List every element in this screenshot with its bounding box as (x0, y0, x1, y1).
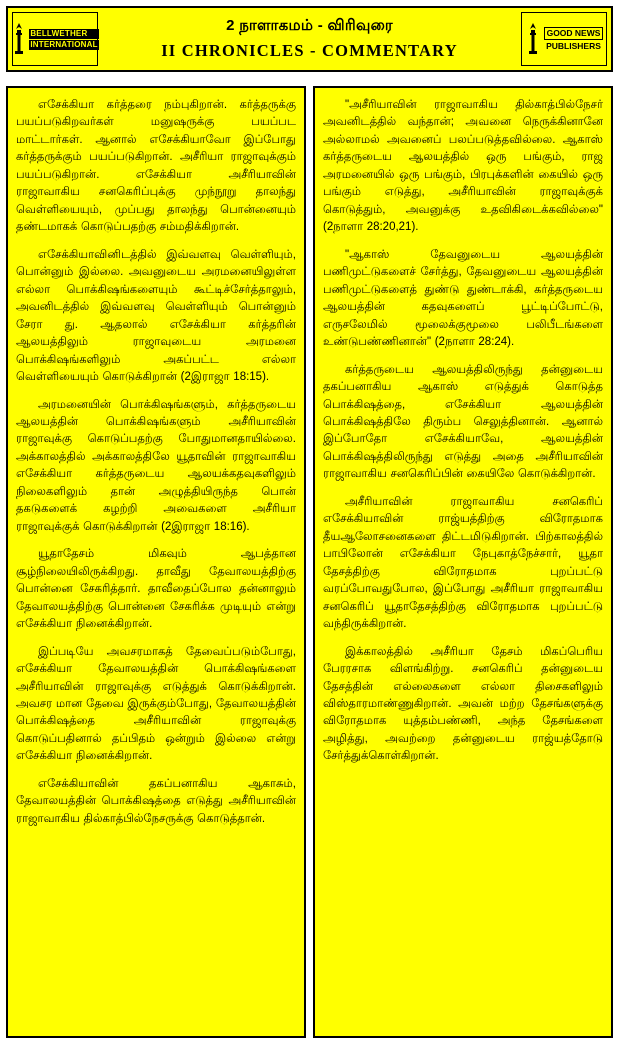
torch-icon (11, 22, 27, 56)
page-header (6, 6, 613, 72)
paragraph: கர்த்தருடைய ஆலயத்திலிருந்து தன்னுடைய தகப்பனாகிய ஆகாஸ் எடுத்துக் கொடுத்த பொக்கிஷத்தை, எசேக்கியா ஆலயத்தின் பொக்கிஷத்திலே திரும்ப செலுத்தினான். ஆனால் இப்போதோ எசேக்கியாவே, ஆலயத்தின் பொக்கிஷத்திலிருந்து எடுத்து அதை அசீரியாவின் ராஜாவாகிய சனகெரிப்பின் கையிலே கொடுக்கிறான். (323, 363, 603, 481)
bellwether-logo-line1: BELLWETHER (29, 29, 98, 39)
paragraph: இப்படியே அவசரமாகத் தேவைப்படும்போது, எசேக்கியா தேவாலயத்தின் பொக்கிஷங்களை அசீரியாவின் ராஜாவுக்கு எடுத்துக் கொடுக்கிறான். அவசர மான தேவை இருக்கும்போது, தேவாலயத்தின் பொக்கிஷத்தை அசீரியாவின் ராஜாவுக்கு கொடுப்பதினால் தப்பிதம் ஒன்றும் இல்லை என்று எசேக்கியா நினைக்கிறான். (16, 645, 296, 763)
paragraph: எசேக்கியாவின் தகப்பனாகிய ஆகாசும், தேவாலயத்தின் பொக்கிஷத்தை எடுத்து அசீரியாவின் ராஜாவாகிய தில்காத்பில்நேசருக்கு கொடுத்தான். (16, 777, 296, 825)
bellwether-logo-text (29, 29, 98, 50)
good-news-logo-line2: PUBLISHERS (546, 40, 601, 51)
paragraph: எசேக்கியா கர்த்தரை நம்புகிறான். கர்த்தருக்கு பயப்படுகிறவர்கள் மனுஷருக்கு பயப்பட மாட்டார்கள். ஆனால் எசேக்கியாவோ இப்போது கர்த்தருக்கும் பயப்படுகிறான். அசீரியா ராஜாவுக்கும் பயப்படுகிறான். எசேக்கியா அசீரியாவின் ராஜாவாகிய சனகெரிப்புக்கு முந்நூறு தாலந்து வெள்ளியையும், முப்பது தாலந்து பொன்னையும் தண்டமாகக் கொடுப்பதற்கு சம்மதிக்கிறான். (16, 99, 296, 234)
good-news-logo (521, 12, 607, 66)
page-title-english: II CHRONICLES - COMMENTARY (161, 41, 458, 60)
bellwether-logo-inner (13, 13, 97, 65)
paragraph: அசீரியாவின் ராஜாவாகிய சனகெரிப் எசேக்கியாவின் ராஜ்யத்திற்கு விரோதமாக தீயஆலோசனைகளை திட்டமிடுகிறான். பிற்காலத்தில் பாபிலோன் எசேக்கியா நேபுகாத்நேச்சார், யூதா தேசத்திற்கு விரோதமாக புறப்பட்டு வரப்போவதுபோல, இப்போது அசீரியா ராஜாவாகிய சனகெரிப் யூதாதேசத்திற்கு விரோதமாக புறப்பட்டு வந்திருக்கிறான். (323, 495, 603, 631)
paragraph: இக்காலத்தில் அசீரியா தேசம் மிகப்பெரிய பேரரசாக விளங்கிற்று. சனகெரிப் தன்னுடைய தேசத்தின் எல்லைகளை எல்லா திசைகளிலும் விஸ்தாரமாண்ணுகிறான். அவன் மற்ற தேசங்களுக்கு விரோதமாக யுத்தம்பண்ணி, அந்த தேசங்களை அழித்து, அவற்றை தன்னுடைய ராஜ்யத்தோடு சேர்த்துக்கொள்கிறான். (323, 645, 603, 763)
good-news-logo-line1: GOOD NEWS (544, 27, 604, 40)
paragraph: "அசீரியாவின் ராஜாவாகிய தில்காத்பில்நேசர் அவனிடத்தில் வந்தான்; அவனை நெருக்கினானே அல்லாமல் அவனைப் பலப்படுத்தவில்லை. ஆகாஸ் கர்த்தருடைய ஆலயத்தில் ஒரு பங்கும், ராஜ அரமனையில் ஒரு பங்கும், பிரபுக்களின் கையில் ஒரு பங்கும் எடுத்து, அசீரியாவின் ராஜாவுக்குக் கொடுத்தும், அவனுக்கு உதவிகிடைக்கவில்லை" (2நாளா 28:20,21). (323, 99, 603, 234)
page-title-tamil: 2 நாளாகமம் - விரிவுரை (226, 17, 393, 34)
good-news-logo-text (544, 27, 604, 51)
paragraph: "ஆகாஸ் தேவனுடைய ஆலயத்தின் பணிமுட்டுகளைச் சேர்த்து, தேவனுடைய ஆலயத்தின் பணிமுட்டுகளைத் துண்டு துண்டாக்கி, கர்த்தருடைய ஆலயத்தின் கதவுகளைப் பூட்டிப்போட்டு, எருசலேமில் மூலைக்குமூலை பலிபீடங்களை உண்டுபண்ணினான்" (2நாளா 28:24). (323, 248, 603, 349)
bellwether-logo-line2: INTERNATIONAL (30, 39, 98, 49)
bellwether-logo (12, 12, 98, 66)
paragraph: யூதாதேசம் மிகவும் ஆபத்தான சூழ்நிலையிலிருக்கிறது. தாவீது தேவாலயத்திற்கு பொன்னை சேகரித்தார். தாவீதைப்போல தன்னாலும் தேவாலயத்திற்கு பொன்னை சேகரிக்க முடியும் என்று எசேக்கியா நினைக்கிறான். (16, 548, 296, 631)
paragraph: அரமனையின் பொக்கிஷங்களும், கர்த்தருடைய ஆலயத்தின் பொக்கிஷங்களும் அசீரியாவின் ராஜாவுக்கு கொடுப்பதற்கு போதுமானதாயில்லை. அக்காலத்தில் அக்காலத்திலே யூதாவின் ராஜாவாகிய எசேக்கியா கர்த்தருடைய ஆலயக்கதவுகளிலும் நிலைகளிலும் தான் அழுத்தியிருந்த பொன் தகடுகளைக் கழற்றி அவைகளை அசீரியா ராஜாவுக்குக் கொடுக்கிறான் (2இராஜா 18:16). (16, 398, 296, 533)
page-title (102, 8, 517, 70)
torch-icon (525, 22, 541, 56)
left-text-column (6, 86, 306, 1038)
paragraph: எசேக்கியாவினிடத்தில் இவ்வளவு வெள்ளியும், பொன்னும் இல்லை. அவனுடைய அரமனையிலுள்ள எல்லா பொக்கிஷங்களையும் கூட்டிச்சேர்த்தாலும், அவனிடத்தில் இவ்வளவு வெள்ளியும் பொன்னும் சேரா து. ஆதலால் எசேக்கியா கர்த்தரின் ஆலயத்திலும் ராஜாவுடைய அரமனை பொக்கிஷங்களிலும் அகப்பட்ட எல்லா வெள்ளியையும் கொடுக்கிறான் (2இராஜா 18:15). (16, 248, 296, 384)
right-text-column (313, 86, 613, 1038)
